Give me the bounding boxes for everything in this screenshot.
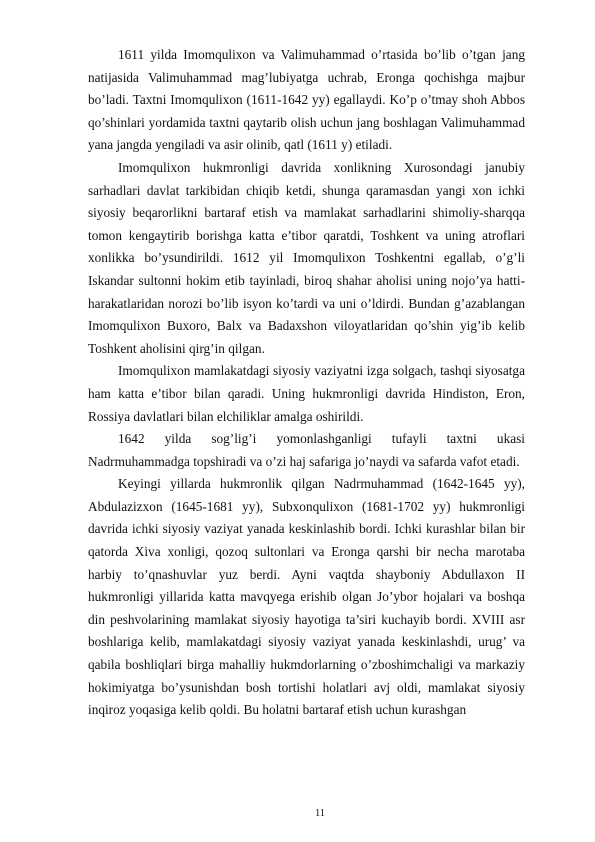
document-body — [88, 44, 525, 722]
paragraph-4: 1642 yilda sog’lig’i yomonlashganligi tufayli taxtni ukasi Nadrmuhammadga topshiradi va o’zi haj safariga jo’naydi va safarda vafot etadi. — [88, 431, 525, 469]
paragraph-2: Imomqulixon hukmronligi davrida xonlikning Xurosondagi janubiy sarhadlari davlat tarkibidan chiqib ketdi, shunga qaramasdan yangi xon ichki siyosiy beqarorlikni bartaraf etish va mamlakat sarhadlarini shimoliy-sharqqa tomon kengaytirib borishga katta e’tibor qaratdi, Toshkent va uning atroflari xonlikka bo’ysundirildi. 1612 yil Imomqulixon Toshkentni egallab, o’g’li Iskandar sultonni hokim etib tayinladi, biroq shahar aholisi uning nojo’ya hatti-harakatlaridan norozi bo’lib isyon ko’tardi va uni o’ldirdi. Bundan g’azablangan Imomqulixon Buxoro, Balx va Badaxshon viloyatlaridan qo’shin yig’ib kelib Toshkent aholisini qirg’in qilgan. — [88, 159, 525, 356]
paragraph-3: Imomqulixon mamlakatdagi siyosiy vaziyatni izga solgach, tashqi siyosatga ham katta e’tibor bilan qaradi. Uning hukmronligi davrida Hindiston, Eron, Rossiya davlatlari bilan elchiliklar amalga oshirildi. — [88, 363, 525, 424]
page-number: 11 — [314, 808, 326, 819]
paragraph-5: Keyingi yillarda hukmronlik qilgan Nadrmuhammad (1642-1645 yy), Abdulazizxon (1645-1681 yy), Subxonqulixon (1681-1702 yy) hukmronligi davrida ichki siyosiy vaziyat yanada keskinlashib bordi. Ichki kurashlar bilan bir qatorda Xiva xonligi, qozoq sultonlari va Eronga qarshi bir necha marotaba harbiy to’qnashuvlar yuz berdi. Ayni vaqtda shayboniy Abdullaxon II hukmronligi yillarida katta mavqyega erishib olgan Jo’ybor hojalari va boshqa din peshvolarining mamlakat siyosiy hayotiga ta’siri kuchayib bordi. XVIII asr boshlariga kelib, mamlakatdagi siyosiy vaziyat yanada keskinlashdi, urug’ va qabila boshliqlari birga mahalliy hukmdorlarning o’zboshimchaligi va markaziy hokimiyatga bo’ysunishdan bosh tortishi holatlari avj oldi, mamlakat siyosiy inqiroz yoqasiga kelib qoldi. Bu holatni bartaraf etish uchun kurashgan — [88, 476, 525, 718]
paragraph-1: 1611 yilda Imomqulixon va Valimuhammad o’rtasida bo’lib o’tgan jang natijasida Valimuhammad mag’lubiyatga uchrab, Eronga qochishga majbur bo’ladi. Taxtni Imomqulixon (1611-1642 yy) egallaydi. Ko’p o’tmay shoh Abbos qo’shinlari yordamida taxtni qaytarib olish uchun jang boshlagan Valimuhammad yana jangda yengiladi va asir olinib, qatl (1611 y) etiladi. — [88, 47, 525, 153]
